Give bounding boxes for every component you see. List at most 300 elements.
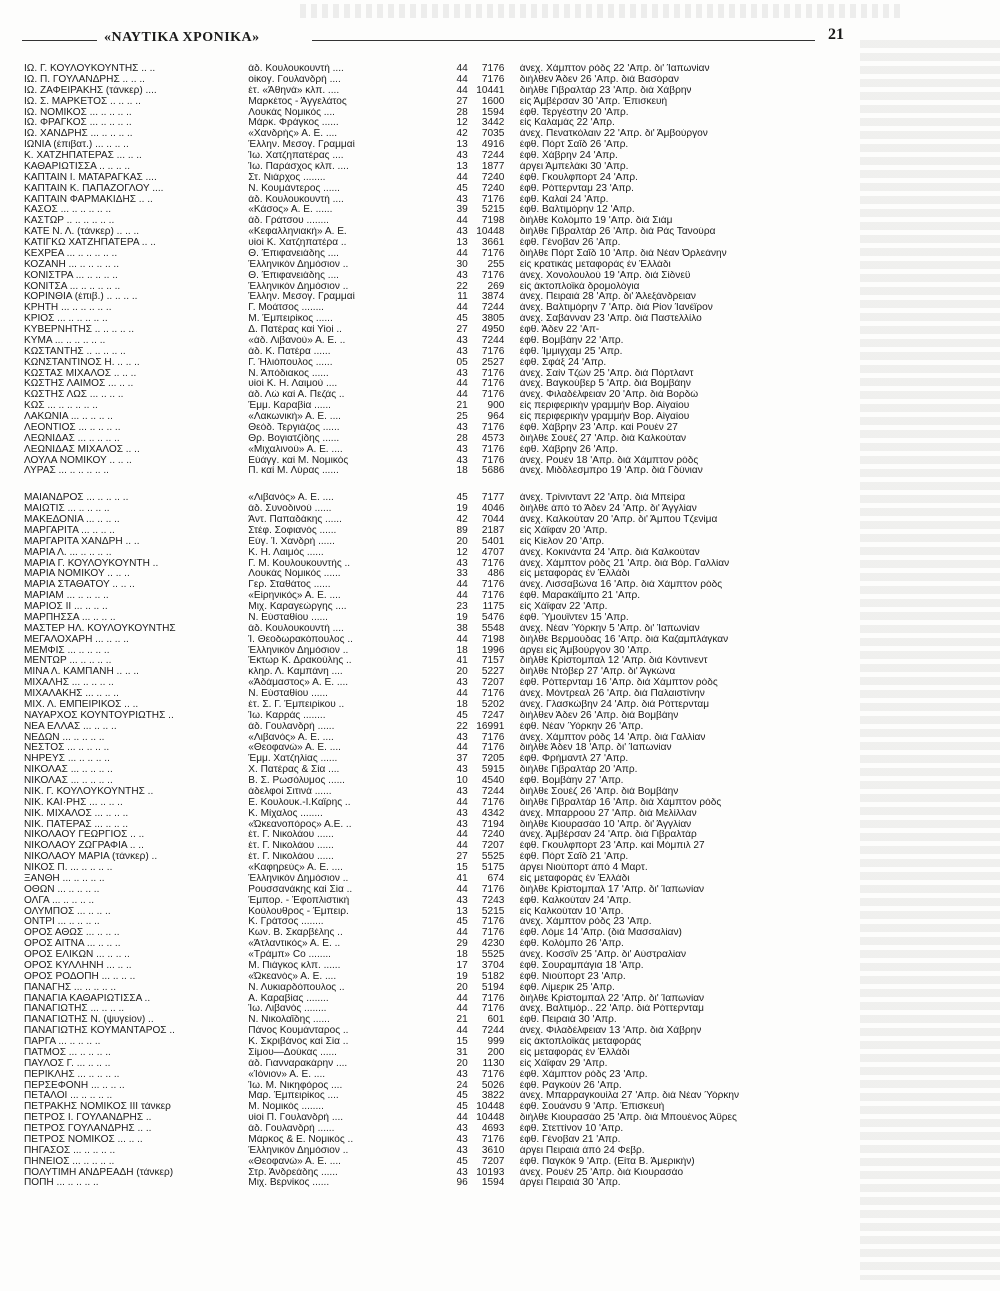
owner: Ε. Κουλουκ.-Ι.Καϊρης .. xyxy=(248,797,351,808)
built-year: 20 xyxy=(456,1058,468,1069)
tonnage: 7176 xyxy=(481,64,505,74)
status: έφθ. Λόμε 14 'Απρ. (διά Μασσαλίαν) xyxy=(519,928,682,939)
owner: Κούλουθρος - Έμπειρ. xyxy=(248,906,349,917)
status: άνεχ. Νέαν Ύόρκην 5 'Απρ. δι' Ίαπωνίαν xyxy=(519,623,700,634)
ship-name: ΟΡΟΣ ΕΛΙΚΩΝ ... .. .. .. xyxy=(24,950,130,960)
status: διήλθε Βερμούδας 16 'Απρ. διά Καζαμπλάγκαν xyxy=(519,634,729,645)
ship-name: ΚΩΣΤΑΣ ΜΙΧΑΛΟΣ .. .. .. xyxy=(24,368,137,379)
ship-name: ΜΕΝΤΩΡ ... .. .. .. .. xyxy=(24,656,112,667)
ship-name: ΙΩ. ΝΟΜΙΚΟΣ ... .. .. .. .. xyxy=(24,107,132,118)
built-year: 43 xyxy=(456,346,468,357)
built-year: 27 xyxy=(456,325,468,335)
column-gap xyxy=(504,162,519,173)
column-gap xyxy=(504,1091,519,1102)
status: διήλθε Σουέζ 27 'Απρ. διά Καλκούταν xyxy=(519,433,687,444)
built-year: 43 xyxy=(456,732,468,743)
ship-name: ΠΕΡΙΚΛΗΣ ... .. .. .. .. xyxy=(24,1069,120,1080)
owner: Μιχ. Καραγεώργης .... xyxy=(248,602,347,612)
owner: άδ. Γουλανδρή ...... xyxy=(248,1124,335,1134)
tonnage: 7176 xyxy=(481,248,505,259)
built-year: 45 xyxy=(456,710,468,721)
tonnage: 7176 xyxy=(481,591,505,602)
tonnage: 10448 xyxy=(476,227,505,238)
tonnage: 3704 xyxy=(481,960,505,971)
column-gap xyxy=(504,548,519,559)
ship-name: ΠΑΝΑΓΗΣ ... .. .. .. .. xyxy=(24,982,117,993)
built-year: 12 xyxy=(456,118,468,129)
status: έφθ. Ίμμιγχαμ 25 'Απρ. xyxy=(519,346,623,357)
owner: Ν. Νικολαΐδης ...... xyxy=(248,1015,330,1026)
owner: Στρ. Άνδρεάδης ...... xyxy=(248,1167,338,1178)
ship-name: ΜΙΧ. Λ. ΕΜΠΕΙΡΙΚΟΣ .. .. xyxy=(24,699,139,710)
tonnage: 7205 xyxy=(481,754,505,765)
tonnage: 7176 xyxy=(481,1004,505,1015)
column-gap xyxy=(504,928,519,939)
owner: έτ. Γ. Νικολάου ...... xyxy=(248,830,334,841)
ship-entry xyxy=(24,1157,924,1168)
ship-entry xyxy=(24,852,924,863)
ship-name: ΛΕΩΝΙΔΑΣ ... .. .. .. .. xyxy=(24,433,120,444)
owner: Π. καί Μ. Λύρας ...... xyxy=(248,466,339,477)
built-year: 44 xyxy=(456,797,468,808)
status: έφθ. Γκουλφπορτ 24 'Απρ. xyxy=(519,172,638,183)
status: διήλθε Πόρτ Σαΐδ 10 'Απρ. διά Νέαν Όρλεάνην xyxy=(519,248,727,259)
tonnage: 7244 xyxy=(481,151,505,161)
owner: Θ. Έπιφανειάδης .... xyxy=(248,270,339,281)
status: διήλθε Γιβραλτάρ 23 'Απρ. διά Χάβρην xyxy=(519,85,692,96)
ship-name: ΜΑΡΙΑ ΝΟΜΙΚΟΥ .. .. .. xyxy=(24,569,130,580)
ship-entry xyxy=(24,336,924,347)
built-year: 44 xyxy=(456,634,468,645)
header-rule-right xyxy=(312,40,815,41)
ship-entry xyxy=(24,820,924,831)
built-year: 24 xyxy=(456,1080,468,1091)
status: διήλθε Γιβραλτάρ 16 'Απρ. διά Χάμπτον ρόδς xyxy=(519,797,722,808)
ship-name: ΙΩ. Π. ΓΟΥΛΑΝΔΡΗΣ .. .. .. xyxy=(24,74,145,85)
status: έφθ. Στεττίνον 10 'Απρ. xyxy=(519,1124,624,1134)
ship-name: ΚΟΡΙΝΘΙΑ (έπιβ.) .. .. .. .. xyxy=(24,292,138,303)
tonnage: 5401 xyxy=(481,536,505,547)
status: είς περιφερικήν γραμμήν Βορ. Αίγαίου xyxy=(519,412,690,422)
ship-name: ΠΗΝΕΙΟΣ ... .. .. .. .. xyxy=(24,1156,115,1167)
built-year: 43 xyxy=(456,422,468,433)
column-gap xyxy=(504,852,519,863)
column-gap xyxy=(504,624,519,635)
tonnage: 3661 xyxy=(481,238,505,248)
column-gap xyxy=(504,722,519,733)
column-gap xyxy=(504,754,519,765)
built-year: 21 xyxy=(456,1015,468,1026)
column-gap xyxy=(504,863,519,874)
ship-name: ΙΩ. Γ. ΚΟΥΛΟΥΚΟΥΝΤΗΣ .. .. xyxy=(24,64,156,74)
tonnage: 964 xyxy=(487,412,505,422)
status: είς Καλαμάς 22 'Απρ. xyxy=(519,118,615,129)
ship-name: ΙΩ. Σ. ΜΑΡΚΕΤΟΣ .. .. .. .. xyxy=(24,96,141,107)
ship-name: ΝΙΚ. Γ. ΚΟΥΛΟΥΚΟΥΝΤΗΣ .. xyxy=(24,786,154,797)
built-year: 45 xyxy=(456,314,468,325)
tonnage: 3822 xyxy=(481,1091,505,1102)
owner: «Ίόνιον» Α. Ε. .... xyxy=(248,1069,326,1080)
tonnage: 7176 xyxy=(481,379,505,390)
column-gap xyxy=(504,972,519,983)
tonnage: 7207 xyxy=(481,1156,505,1167)
built-year: 12 xyxy=(456,547,468,558)
ship-name: ΠΕΤΑΛΟΙ ... .. .. .. .. xyxy=(24,1091,113,1102)
tonnage: 601 xyxy=(487,1015,505,1026)
tonnage: 4046 xyxy=(481,504,505,515)
column-gap xyxy=(504,1015,519,1026)
column-gap xyxy=(504,830,519,841)
status: άνεχ. Σαίν Τζών 25 'Απρ. διά Πόρτλαντ xyxy=(519,368,694,379)
built-year: 18 xyxy=(456,950,468,960)
built-year: 43 xyxy=(456,151,468,161)
owner: Έλληνικόν Δημόσιον .. xyxy=(248,873,349,884)
ship-entry xyxy=(24,504,924,515)
column-gap xyxy=(504,733,519,744)
ship-name: ΠΕΤΡΟΣ ΝΟΜΙΚΟΣ ... .. .. xyxy=(24,1134,143,1145)
tonnage: 10193 xyxy=(476,1167,505,1178)
owner: «Ώκεανός» Α. Ε. .... xyxy=(248,971,337,982)
built-year: 43 xyxy=(456,1134,468,1145)
ship-entry xyxy=(24,358,924,369)
column-gap xyxy=(504,1081,519,1092)
owner: Κ. Η. Λαιμός ...... xyxy=(248,547,324,558)
tonnage: 5227 xyxy=(481,667,505,678)
built-year: 31 xyxy=(456,1047,468,1058)
owner: Λουκάς Νομικός .... xyxy=(248,107,335,118)
owner: οίκογ. Γουλανδρή .... xyxy=(248,74,341,85)
owner: Κ. Σκριβάνος καί Σία .. xyxy=(248,1037,349,1047)
built-year: 13 xyxy=(456,140,468,151)
ship-entry xyxy=(24,205,924,216)
tonnage: 7176 xyxy=(481,558,505,569)
status: έφθ. Γκουλφπορτ 23 'Απρ. καί Μόμπιλ 27 xyxy=(519,841,705,852)
ship-entry xyxy=(24,580,924,591)
status: έφθ. Παγκόκ 9 'Απρ. (Είτα Β. Άμερικήν) xyxy=(519,1156,695,1167)
owner: Χ. Πατέρας & Σία .... xyxy=(248,765,340,776)
owner: «Θεοφανώ» Α. Ε. .... xyxy=(248,1156,341,1167)
ship-entry xyxy=(24,667,924,678)
built-year: 89 xyxy=(456,525,468,536)
column-gap xyxy=(504,798,519,809)
built-year: 22 xyxy=(456,281,468,292)
column-gap xyxy=(504,1157,519,1168)
column-gap xyxy=(504,537,519,548)
ship-name: ΠΟΛΥΤΙΜΗ ΑΝΔΡΕΑΔΗ (τάνκερ) xyxy=(24,1167,174,1178)
status: άνεχ. Κοσσϊν 25 'Απρ. δι' Αύστραλίαν xyxy=(519,950,687,960)
owner: κληρ. Λ. Καμπάνη .... xyxy=(248,667,343,678)
ship-name: ΟΝΤΡΙ ... .. .. .. .. xyxy=(24,917,100,928)
tonnage: 200 xyxy=(487,1047,505,1058)
tonnage: 16991 xyxy=(476,721,505,732)
ship-name: ΜΑΙΑΝΔΡΟΣ ... .. .. .. .. xyxy=(24,493,129,504)
tonnage: 5026 xyxy=(481,1080,505,1091)
tonnage: 7176 xyxy=(481,732,505,743)
column-gap xyxy=(504,238,519,249)
ship-name: ΝΙΚΟΣ Π. ... .. .. .. .. xyxy=(24,863,113,873)
built-year: 43 xyxy=(456,819,468,830)
built-year: 20 xyxy=(456,982,468,993)
ship-entry xyxy=(24,961,924,972)
status: άνεχ. Άμβέρσαν 24 'Απρ. διά Γιβραλτάρ xyxy=(519,830,697,841)
ship-entry xyxy=(24,303,924,314)
tonnage: 1594 xyxy=(481,107,505,118)
built-year: 44 xyxy=(456,216,468,227)
owner: «Είρηνικός» Α. Ε. .... xyxy=(248,591,341,602)
built-year: 28 xyxy=(456,107,468,118)
ship-entry xyxy=(24,493,924,504)
ship-entry xyxy=(24,1004,924,1015)
ship-entry xyxy=(24,972,924,983)
owner: υίοί Κ. Η. Λαιμού .... xyxy=(248,379,338,390)
column-gap xyxy=(504,1135,519,1146)
status: είς Χάϊφαν 22 'Απρ. xyxy=(519,602,608,612)
column-gap xyxy=(504,412,519,423)
tonnage: 5215 xyxy=(481,906,505,917)
status: άνεχ. Μιδδλεσμπρο 19 'Απρ. διά Γδύνιαν xyxy=(519,466,703,477)
ship-entry xyxy=(24,537,924,548)
owner: «Λιβανός» Α. Ε. .... xyxy=(248,732,334,743)
status: έφθ. Ρόττερνταμ 23 'Απρ. xyxy=(519,183,634,194)
tonnage: 7194 xyxy=(481,819,505,830)
column-gap xyxy=(504,466,519,477)
status: έφθ. Βαλτιμόρην 12 'Απρ. xyxy=(519,205,635,216)
column-gap xyxy=(504,635,519,646)
status: άνεχ. Ρουέν 18 'Απρ. διά Χάμπτον ρόδς xyxy=(519,455,699,466)
ship-name: ΠΟΠΗ ... .. .. .. .. xyxy=(24,1178,99,1189)
column-gap xyxy=(504,456,519,467)
ship-entry xyxy=(24,602,924,613)
column-gap xyxy=(504,140,519,151)
column-gap xyxy=(504,1037,519,1048)
column-gap xyxy=(504,325,519,336)
owner: «Άδάμαστος» Α. Ε. .... xyxy=(248,678,349,689)
column-gap xyxy=(504,874,519,885)
tonnage: 255 xyxy=(487,259,505,270)
column-gap xyxy=(504,591,519,602)
column-gap xyxy=(504,271,519,282)
column-gap xyxy=(504,743,519,754)
page-number: 21 xyxy=(828,26,844,43)
tonnage: 5202 xyxy=(481,699,505,710)
column-gap xyxy=(504,249,519,260)
built-year: 17 xyxy=(456,960,468,971)
status: είς μεταφοράς έν Έλλάδι xyxy=(519,873,630,884)
built-year: 44 xyxy=(456,830,468,841)
tonnage: 4950 xyxy=(481,325,505,335)
built-year: 42 xyxy=(456,129,468,140)
tonnage: 7247 xyxy=(481,710,505,721)
ship-name: ΝΙΚ. ΜΙΧΑΛΟΣ ... .. .. .. xyxy=(24,808,129,819)
column-gap xyxy=(504,1004,519,1015)
ship-name: ΟΘΩΝ ... .. .. .. .. xyxy=(24,884,100,895)
built-year: 41 xyxy=(456,656,468,667)
status: έφθ. Μαρακάϊμπο 21 'Απρ. xyxy=(519,591,641,602)
ship-entry xyxy=(24,830,924,841)
ship-entry xyxy=(24,369,924,380)
ship-entry xyxy=(24,809,924,820)
status: διήλθε Κιουρασάο 25 'Απρ. διά Μπουένος Άϋρες xyxy=(519,1113,737,1124)
owner: Ί. Θεοδωρακόπουλος .. xyxy=(248,634,353,645)
owner: Ν. Εύσταθίου ...... xyxy=(248,612,328,623)
tonnage: 4342 xyxy=(481,808,505,819)
status: έφθ. Ρόττερνταμ 16 'Απρ. διά Χάμπτον ρόδς xyxy=(519,678,718,689)
ship-name: ΛΥΡΑΣ ... .. .. .. .. .. xyxy=(24,466,109,477)
built-year: 44 xyxy=(456,689,468,699)
column-gap xyxy=(504,961,519,972)
tonnage: 10448 xyxy=(476,1102,505,1113)
column-gap xyxy=(504,885,519,896)
tonnage: 5915 xyxy=(481,765,505,776)
owner: Μ. Νομικός ........ xyxy=(248,1102,324,1113)
ship-name: ΟΡΟΣ ΡΟΔΟΠΗ ... .. .. .. xyxy=(24,971,136,982)
status: έφθ. Ραγκούν 26 'Απρ. xyxy=(519,1080,622,1091)
ship-name: ΟΛΓΑ ... .. .. .. .. xyxy=(24,895,95,906)
ship-name: ΞΑΝΘΗ ... .. .. .. .. xyxy=(24,873,105,884)
tonnage: 1996 xyxy=(481,645,505,656)
built-year: 21 xyxy=(456,401,468,412)
built-year: 39 xyxy=(456,205,468,216)
status: άνεχ. Χονολουλού 19 'Απρ. διά Σίδνεϋ xyxy=(519,270,691,281)
built-year: 44 xyxy=(456,248,468,259)
tonnage: 7240 xyxy=(481,183,505,194)
owner: Ίω. Λιβανός ........ xyxy=(248,1004,327,1015)
ship-name: ΚΑΤΕ Ν. Λ. (τάνκερ) .. .. .. xyxy=(24,227,140,238)
owner: Ν. Λυκιαρδόπουλος .. xyxy=(248,982,345,993)
built-year: 13 xyxy=(456,906,468,917)
ship-entry xyxy=(24,379,924,390)
ship-entry xyxy=(24,271,924,282)
ship-entry xyxy=(24,1102,924,1113)
built-year: 42 xyxy=(456,515,468,525)
ship-entry xyxy=(24,646,924,657)
ship-name: ΚΕΧΡΕΑ ... .. .. .. .. .. xyxy=(24,248,118,259)
ship-name: ΜΑΡΙΟΣ ΙΙ ... .. .. .. xyxy=(24,602,108,612)
tonnage: 999 xyxy=(487,1037,505,1047)
ship-entry xyxy=(24,841,924,852)
owner: Έμμ. Χατζηλίας ...... xyxy=(248,754,338,765)
ship-entry xyxy=(24,466,924,477)
tonnage: 7176 xyxy=(481,444,505,455)
ship-entry xyxy=(24,711,924,722)
ship-entry xyxy=(24,423,924,434)
owner: Δ. Πατέρας καί Υίοί .. xyxy=(248,325,342,335)
owner: Ίω. Χατζηπατέρας .... xyxy=(248,151,344,161)
status: είς Καλκούταν 10 'Απρ. xyxy=(519,906,624,917)
ship-name: ΜΑΡΙΑ ΣΤΑΘΑΤΟΥ .. .. .. xyxy=(24,580,135,591)
ship-name: ΚΩΣ ... .. .. .. .. .. xyxy=(24,401,98,412)
column-gap xyxy=(504,1048,519,1059)
built-year: 43 xyxy=(456,368,468,379)
ship-entry xyxy=(24,591,924,602)
ship-entry xyxy=(24,173,924,184)
ship-entry xyxy=(24,86,924,97)
ship-name: ΟΡΟΣ ΚΥΛΛΗΝΗ ... .. .. xyxy=(24,960,132,971)
status: έφθ. Χάμπτον ρόδς 23 'Απρ. xyxy=(519,1069,648,1080)
built-year: 44 xyxy=(456,379,468,390)
ship-name: ΛΑΚΩΝΙΑ ... .. .. .. .. xyxy=(24,412,113,422)
ship-name: ΜΑΡΙΑΜ ... .. .. .. .. xyxy=(24,591,109,602)
column-gap xyxy=(504,787,519,798)
ship-name: ΜΑΙΩΤΙΣ ... .. .. .. .. xyxy=(24,504,110,515)
tonnage: 7176 xyxy=(481,368,505,379)
status: έφθ. Κολόμπο 26 'Απρ. xyxy=(519,939,624,950)
ship-name: ΚΑΠΤΑΙΝ Ι. ΜΑΤΑΡΑΓΚΑΣ .... xyxy=(24,172,157,183)
ship-entry xyxy=(24,162,924,173)
ship-entry xyxy=(24,456,924,467)
owner: Έλλην. Μεσογ. Γραμμαί xyxy=(248,140,355,151)
owner: Θρ. Βογιατζίδης ...... xyxy=(248,433,340,444)
tonnage: 5686 xyxy=(481,466,505,477)
ship-entry xyxy=(24,896,924,907)
status: διήλθεν Άδεν 26 'Απρ. διά Βομβάην xyxy=(519,710,679,721)
owner: Θ. Έπιφανειάδης .... xyxy=(248,248,339,259)
built-year: 96 xyxy=(456,1178,468,1189)
owner: Μιχ. Βερνίκος ...... xyxy=(248,1178,330,1189)
built-year: 44 xyxy=(456,884,468,895)
tonnage: 7240 xyxy=(481,172,505,183)
ship-name: ΠΑΝΑΓΙΩΤΗΣ ... .. .. .. xyxy=(24,1004,125,1015)
tonnage: 10448 xyxy=(476,1113,505,1124)
status: άνεχ. Λισσαβώνα 16 'Απρ. διά Χάμπτον ρόδς xyxy=(519,580,723,591)
owner: έτ. Γ. Νικολάου ...... xyxy=(248,852,334,863)
ship-entry xyxy=(24,238,924,249)
owner: Γ. Μοάτσος ........ xyxy=(248,303,324,314)
ship-name: ΚΑΠΤΑΙΝ ΦΑΡΜΑΚΙΔΗΣ .. .. xyxy=(24,194,153,205)
ship-entry xyxy=(24,515,924,526)
ship-entry xyxy=(24,1168,924,1179)
ship-entry xyxy=(24,1059,924,1070)
owner: Ίω. Καρράς ........ xyxy=(248,710,326,721)
ship-entry xyxy=(24,260,924,271)
tonnage: 7176 xyxy=(481,580,505,591)
status: είς Χάϊφαν 29 'Απρ. xyxy=(519,1058,608,1069)
status: έφθ. Γένοβαν 26 'Απρ. xyxy=(519,238,621,248)
ship-entry xyxy=(24,1146,924,1157)
ship-entry xyxy=(24,928,924,939)
owner: Θεόδ. Τεργιάζος ...... xyxy=(248,422,340,433)
owner: Β. Σ. Ρωσόλυμος ...... xyxy=(248,776,345,786)
status: έφθ. Χάβρην 26 'Απρ. xyxy=(519,444,618,455)
built-year: 18 xyxy=(456,466,468,477)
column-gap xyxy=(504,841,519,852)
owner: Γ. Ήλιόπουλος ...... xyxy=(248,357,333,368)
page-header xyxy=(22,28,850,50)
built-year: 43 xyxy=(456,1145,468,1156)
built-year: 44 xyxy=(456,172,468,183)
column-gap xyxy=(504,1113,519,1124)
ship-name: ΠΑΝΑΓΙΩΤΗΣ ΚΟΥΜΑΝΤΑΡΟΣ .. xyxy=(24,1026,175,1037)
ship-entry xyxy=(24,722,924,733)
owner: έτ. «Άθηνά» κλπ. .... xyxy=(248,85,340,96)
owner: Λουκάς Νομικός ...... xyxy=(248,569,341,580)
ship-entry xyxy=(24,140,924,151)
ship-entry xyxy=(24,1037,924,1048)
column-gap xyxy=(504,896,519,907)
ship-name: ΚΟΖΑΝΗ ... .. .. .. .. .. xyxy=(24,259,120,270)
built-year: 43 xyxy=(456,444,468,455)
ship-name: ΝΕΣΤΟΣ ... .. .. .. .. xyxy=(24,743,110,754)
tonnage: 7044 xyxy=(481,515,505,525)
built-year: 43 xyxy=(456,786,468,797)
status: έφθ. Χάβρην 24 'Απρ. xyxy=(519,151,618,161)
owner: Έμπορ. - Έφοπλιστική xyxy=(248,895,350,906)
built-year: 44 xyxy=(456,591,468,602)
ship-name: ΜΙΧΑΛΗΣ ... .. .. .. .. xyxy=(24,678,114,689)
status: άνεχ. Καλκούταν 20 'Απρ. δι' Άμπου Τζενίμα xyxy=(519,515,718,525)
ship-entry xyxy=(24,743,924,754)
ship-name: ΝΕΑ ΕΛΛΑΣ ... .. .. .. xyxy=(24,721,117,732)
